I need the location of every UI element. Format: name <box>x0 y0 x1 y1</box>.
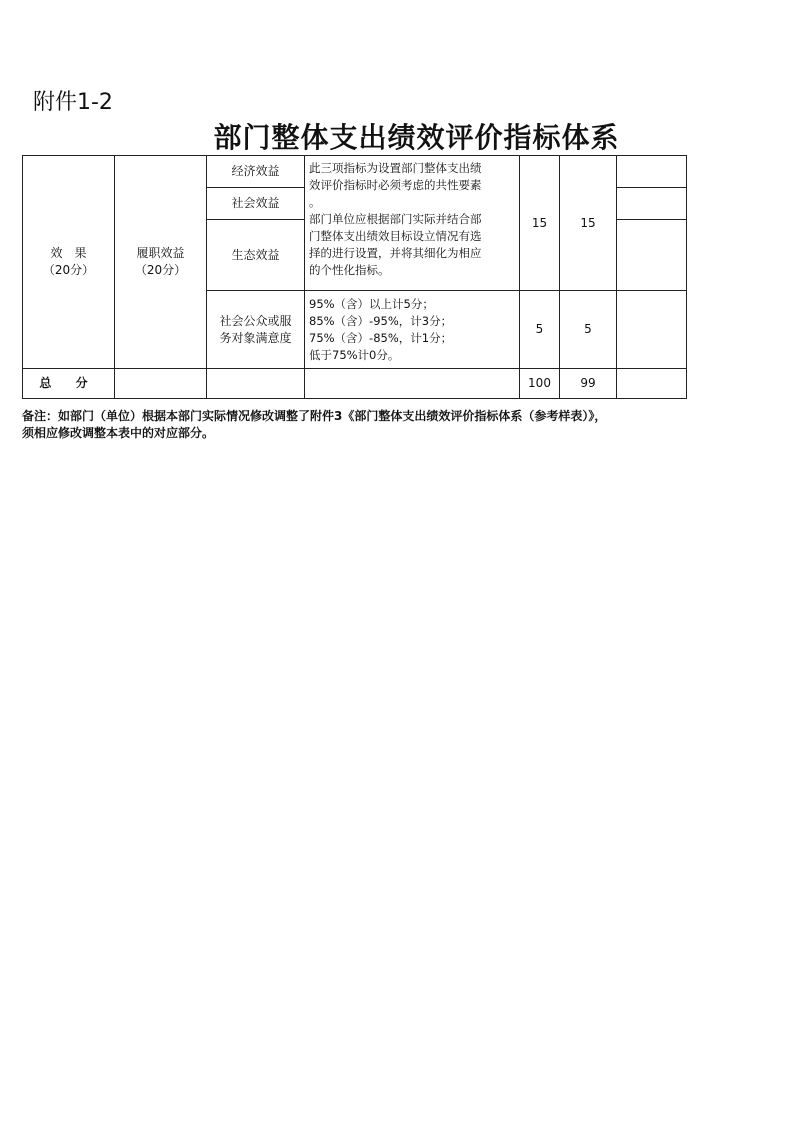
satisfaction-label: 务对象满意度 <box>219 330 292 345</box>
indicator-economic: 经济效益 <box>207 156 305 188</box>
indicator-satisfaction <box>207 291 305 369</box>
empty-cell <box>115 369 207 399</box>
benefit-description <box>305 156 520 291</box>
footnote-line: 须相应修改调整本表中的对应部分。 <box>22 426 215 440</box>
indicator-social: 社会效益 <box>207 188 305 220</box>
empty-cell <box>207 369 305 399</box>
total-label: 总 分 <box>23 369 115 399</box>
desc-line: 效评价指标时必须考虑的共性要素 <box>309 178 482 192</box>
empty-cell <box>617 156 687 188</box>
table-row <box>23 156 687 188</box>
satisfaction-score: 5 <box>520 291 560 369</box>
empty-cell <box>617 291 687 369</box>
empty-cell <box>617 369 687 399</box>
total-row <box>23 369 687 399</box>
empty-cell <box>305 369 520 399</box>
empty-cell <box>617 188 687 220</box>
indicator-ecological: 生态效益 <box>207 220 305 291</box>
level1-cell <box>23 156 115 369</box>
total-actual: 99 <box>560 369 617 399</box>
level1-points: （20分） <box>42 263 95 277</box>
criteria-line: 85%（含）-95%，计3分； <box>309 313 453 328</box>
total-score: 100 <box>520 369 560 399</box>
level2-cell <box>115 156 207 369</box>
footnote-line: 备注：如部门（单位）根据本部门实际情况修改调整了附件3《部门整体支出绩效评价指标体系（参考样表）》， <box>22 409 607 423</box>
empty-cell <box>617 220 687 291</box>
desc-line: 部门单位应根据部门实际并结合部 <box>309 212 482 226</box>
benefit-actual: 15 <box>560 156 617 291</box>
benefit-score: 15 <box>520 156 560 291</box>
criteria-line: 75%（含）-85%，计1分； <box>309 330 453 345</box>
footnote <box>22 408 702 442</box>
desc-line: 的个性化指标。 <box>309 263 390 277</box>
indicator-table <box>22 155 687 399</box>
level2-points: （20分） <box>134 263 187 277</box>
desc-line: 门整体支出绩效目标设立情况有选 <box>309 229 482 243</box>
level1-label: 效 果 <box>50 246 87 260</box>
criteria-line: 95%（含）以上计5分； <box>309 296 434 311</box>
document-title: 部门整体支出绩效评价指标体系 <box>213 121 620 154</box>
level2-label: 履职效益 <box>136 246 185 260</box>
desc-line: 择的进行设置，并将其细化为相应 <box>309 246 482 260</box>
satisfaction-criteria <box>305 291 520 369</box>
satisfaction-label: 社会公众或服 <box>219 313 292 328</box>
attachment-label: 附件1-2 <box>33 90 113 115</box>
criteria-line: 低于75%计0分。 <box>309 347 400 362</box>
desc-line: 此三项指标为设置部门整体支出绩 <box>309 161 482 175</box>
desc-line: 。 <box>309 195 321 209</box>
satisfaction-actual: 5 <box>560 291 617 369</box>
